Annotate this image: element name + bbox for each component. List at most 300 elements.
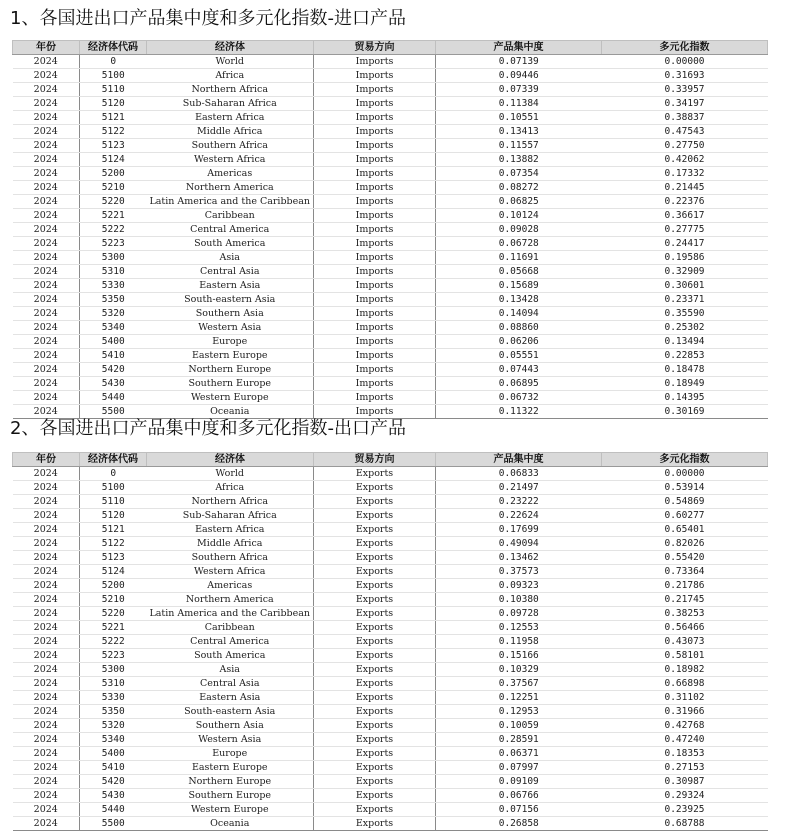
- cell-year: 2024: [13, 363, 80, 377]
- cell-product-concentration: 0.11557: [436, 139, 602, 153]
- table-row: [13, 307, 768, 321]
- cell-economy-code: 5400: [80, 335, 147, 349]
- cell-diversification-index: 0.31102: [602, 691, 768, 705]
- cell-trade-direction: Exports: [314, 691, 436, 705]
- cell-diversification-index: 0.42768: [602, 719, 768, 733]
- table-row: [13, 153, 768, 167]
- cell-economy-code: 5410: [80, 349, 147, 363]
- table-row: [13, 321, 768, 335]
- cell-diversification-index: 0.33957: [602, 83, 768, 97]
- cell-economy: Eastern Africa: [147, 523, 314, 537]
- cell-economy-code: 5210: [80, 593, 147, 607]
- cell-year: 2024: [13, 111, 80, 125]
- cell-product-concentration: 0.13462: [436, 551, 602, 565]
- cell-product-concentration: 0.07443: [436, 363, 602, 377]
- cell-economy-code: 5300: [80, 251, 147, 265]
- cell-product-concentration: 0.06895: [436, 377, 602, 391]
- cell-economy: Eastern Asia: [147, 691, 314, 705]
- header-economy-code: 经济体代码: [80, 453, 147, 467]
- cell-economy-code: 5430: [80, 789, 147, 803]
- cell-economy: Eastern Africa: [147, 111, 314, 125]
- cell-product-concentration: 0.06728: [436, 237, 602, 251]
- cell-economy: Western Africa: [147, 153, 314, 167]
- cell-economy: World: [147, 55, 314, 69]
- cell-trade-direction: Imports: [314, 405, 436, 419]
- cell-diversification-index: 0.18478: [602, 363, 768, 377]
- cell-economy-code: 5500: [80, 817, 147, 831]
- cell-product-concentration: 0.12251: [436, 691, 602, 705]
- cell-year: 2024: [13, 265, 80, 279]
- cell-year: 2024: [13, 251, 80, 265]
- cell-diversification-index: 0.55420: [602, 551, 768, 565]
- table-row: [13, 279, 768, 293]
- cell-product-concentration: 0.07156: [436, 803, 602, 817]
- header-year: 年份: [13, 453, 80, 467]
- table-row: [13, 251, 768, 265]
- cell-economy-code: 5121: [80, 111, 147, 125]
- cell-economy-code: 5220: [80, 195, 147, 209]
- cell-trade-direction: Imports: [314, 349, 436, 363]
- section-2-title: 2、各国进出口产品集中度和多元化指数-出口产品: [10, 418, 406, 439]
- cell-diversification-index: 0.73364: [602, 565, 768, 579]
- cell-diversification-index: 0.30987: [602, 775, 768, 789]
- cell-product-concentration: 0.10329: [436, 663, 602, 677]
- cell-trade-direction: Imports: [314, 279, 436, 293]
- cell-trade-direction: Exports: [314, 789, 436, 803]
- cell-economy-code: 5123: [80, 139, 147, 153]
- table-row: [13, 593, 768, 607]
- cell-diversification-index: 0.21445: [602, 181, 768, 195]
- cell-trade-direction: Imports: [314, 195, 436, 209]
- header-trade-direction: 贸易方向: [314, 41, 436, 55]
- cell-year: 2024: [13, 125, 80, 139]
- cell-year: 2024: [13, 495, 80, 509]
- cell-product-concentration: 0.26858: [436, 817, 602, 831]
- cell-year: 2024: [13, 97, 80, 111]
- cell-economy: Asia: [147, 251, 314, 265]
- cell-economy: Northern Europe: [147, 775, 314, 789]
- table-row: [13, 761, 768, 775]
- cell-product-concentration: 0.10380: [436, 593, 602, 607]
- cell-product-concentration: 0.15689: [436, 279, 602, 293]
- cell-trade-direction: Imports: [314, 377, 436, 391]
- cell-year: 2024: [13, 223, 80, 237]
- cell-economy-code: 5120: [80, 509, 147, 523]
- cell-economy: Eastern Europe: [147, 349, 314, 363]
- table-row: [13, 621, 768, 635]
- table-row: [13, 649, 768, 663]
- cell-economy-code: 0: [80, 55, 147, 69]
- header-product-concentration: 产品集中度: [436, 41, 602, 55]
- cell-trade-direction: Exports: [314, 551, 436, 565]
- cell-year: 2024: [13, 321, 80, 335]
- table-row: [13, 817, 768, 831]
- cell-diversification-index: 0.22376: [602, 195, 768, 209]
- cell-year: 2024: [13, 677, 80, 691]
- cell-diversification-index: 0.56466: [602, 621, 768, 635]
- cell-product-concentration: 0.06732: [436, 391, 602, 405]
- cell-trade-direction: Imports: [314, 223, 436, 237]
- cell-diversification-index: 0.14395: [602, 391, 768, 405]
- cell-economy: Northern America: [147, 181, 314, 195]
- cell-year: 2024: [13, 803, 80, 817]
- cell-trade-direction: Exports: [314, 747, 436, 761]
- cell-economy-code: 5124: [80, 153, 147, 167]
- cell-diversification-index: 0.00000: [602, 55, 768, 69]
- cell-trade-direction: Exports: [314, 719, 436, 733]
- cell-trade-direction: Exports: [314, 607, 436, 621]
- table-row: [13, 677, 768, 691]
- cell-economy-code: 5221: [80, 209, 147, 223]
- cell-trade-direction: Exports: [314, 649, 436, 663]
- cell-product-concentration: 0.12553: [436, 621, 602, 635]
- cell-diversification-index: 0.47240: [602, 733, 768, 747]
- header-row: [13, 453, 768, 467]
- cell-diversification-index: 0.23371: [602, 293, 768, 307]
- table-row: [13, 733, 768, 747]
- header-trade-direction: 贸易方向: [314, 453, 436, 467]
- cell-year: 2024: [13, 391, 80, 405]
- cell-economy-code: 5320: [80, 307, 147, 321]
- cell-year: 2024: [13, 467, 80, 481]
- table-row: [13, 663, 768, 677]
- table-row: [13, 523, 768, 537]
- cell-year: 2024: [13, 817, 80, 831]
- cell-trade-direction: Imports: [314, 321, 436, 335]
- cell-diversification-index: 0.53914: [602, 481, 768, 495]
- cell-economy: Northern America: [147, 593, 314, 607]
- cell-product-concentration: 0.21497: [436, 481, 602, 495]
- cell-economy-code: 5440: [80, 803, 147, 817]
- cell-economy-code: 5400: [80, 747, 147, 761]
- cell-year: 2024: [13, 551, 80, 565]
- cell-economy: Eastern Asia: [147, 279, 314, 293]
- cell-economy-code: 5200: [80, 579, 147, 593]
- cell-product-concentration: 0.07139: [436, 55, 602, 69]
- cell-diversification-index: 0.60277: [602, 509, 768, 523]
- cell-product-concentration: 0.12953: [436, 705, 602, 719]
- cell-product-concentration: 0.10124: [436, 209, 602, 223]
- cell-economy: Caribbean: [147, 209, 314, 223]
- cell-year: 2024: [13, 747, 80, 761]
- cell-diversification-index: 0.42062: [602, 153, 768, 167]
- cell-economy: Southern Europe: [147, 377, 314, 391]
- cell-trade-direction: Exports: [314, 565, 436, 579]
- cell-economy-code: 5122: [80, 125, 147, 139]
- cell-product-concentration: 0.06825: [436, 195, 602, 209]
- cell-economy: Northern Africa: [147, 83, 314, 97]
- cell-product-concentration: 0.22624: [436, 509, 602, 523]
- cell-trade-direction: Exports: [314, 635, 436, 649]
- cell-year: 2024: [13, 181, 80, 195]
- cell-economy-code: 5122: [80, 537, 147, 551]
- table-row: [13, 551, 768, 565]
- table-row: [13, 607, 768, 621]
- cell-economy: Sub-Saharan Africa: [147, 97, 314, 111]
- cell-diversification-index: 0.25302: [602, 321, 768, 335]
- cell-economy: Middle Africa: [147, 125, 314, 139]
- cell-year: 2024: [13, 279, 80, 293]
- cell-year: 2024: [13, 237, 80, 251]
- cell-product-concentration: 0.10551: [436, 111, 602, 125]
- cell-diversification-index: 0.43073: [602, 635, 768, 649]
- cell-year: 2024: [13, 307, 80, 321]
- cell-diversification-index: 0.38253: [602, 607, 768, 621]
- cell-product-concentration: 0.11958: [436, 635, 602, 649]
- cell-year: 2024: [13, 789, 80, 803]
- table-row: [13, 747, 768, 761]
- cell-economy-code: 5110: [80, 83, 147, 97]
- cell-economy: Southern Africa: [147, 139, 314, 153]
- cell-economy-code: 5223: [80, 237, 147, 251]
- cell-economy: World: [147, 467, 314, 481]
- cell-diversification-index: 0.17332: [602, 167, 768, 181]
- cell-economy-code: 0: [80, 467, 147, 481]
- cell-economy: Eastern Europe: [147, 761, 314, 775]
- cell-trade-direction: Exports: [314, 495, 436, 509]
- cell-economy: Oceania: [147, 405, 314, 419]
- cell-economy: Americas: [147, 579, 314, 593]
- cell-trade-direction: Imports: [314, 139, 436, 153]
- table-row: [13, 293, 768, 307]
- cell-economy-code: 5100: [80, 481, 147, 495]
- cell-year: 2024: [13, 349, 80, 363]
- cell-trade-direction: Exports: [314, 705, 436, 719]
- cell-product-concentration: 0.11691: [436, 251, 602, 265]
- cell-product-concentration: 0.11322: [436, 405, 602, 419]
- cell-diversification-index: 0.54869: [602, 495, 768, 509]
- cell-product-concentration: 0.28591: [436, 733, 602, 747]
- cell-product-concentration: 0.08272: [436, 181, 602, 195]
- table-row: [13, 363, 768, 377]
- cell-trade-direction: Imports: [314, 55, 436, 69]
- cell-product-concentration: 0.37567: [436, 677, 602, 691]
- cell-year: 2024: [13, 635, 80, 649]
- table-row: [13, 579, 768, 593]
- table-row: [13, 481, 768, 495]
- cell-economy-code: 5200: [80, 167, 147, 181]
- cell-diversification-index: 0.31693: [602, 69, 768, 83]
- cell-economy-code: 5120: [80, 97, 147, 111]
- cell-economy: South America: [147, 237, 314, 251]
- cell-economy: Central America: [147, 635, 314, 649]
- cell-year: 2024: [13, 55, 80, 69]
- cell-year: 2024: [13, 83, 80, 97]
- cell-trade-direction: Imports: [314, 83, 436, 97]
- cell-trade-direction: Exports: [314, 663, 436, 677]
- cell-year: 2024: [13, 593, 80, 607]
- cell-diversification-index: 0.18949: [602, 377, 768, 391]
- cell-year: 2024: [13, 733, 80, 747]
- cell-year: 2024: [13, 335, 80, 349]
- table-row: [13, 83, 768, 97]
- cell-trade-direction: Imports: [314, 209, 436, 223]
- cell-year: 2024: [13, 705, 80, 719]
- cell-product-concentration: 0.05668: [436, 265, 602, 279]
- cell-trade-direction: Exports: [314, 467, 436, 481]
- cell-diversification-index: 0.00000: [602, 467, 768, 481]
- cell-product-concentration: 0.09728: [436, 607, 602, 621]
- cell-trade-direction: Exports: [314, 523, 436, 537]
- cell-year: 2024: [13, 649, 80, 663]
- table-row: [13, 705, 768, 719]
- cell-diversification-index: 0.47543: [602, 125, 768, 139]
- cell-trade-direction: Exports: [314, 537, 436, 551]
- cell-economy: Central Asia: [147, 265, 314, 279]
- cell-economy: Western Africa: [147, 565, 314, 579]
- table-row: [13, 775, 768, 789]
- cell-economy-code: 5100: [80, 69, 147, 83]
- imports-table: [12, 40, 768, 419]
- cell-trade-direction: Imports: [314, 125, 436, 139]
- cell-trade-direction: Exports: [314, 481, 436, 495]
- cell-economy-code: 5310: [80, 677, 147, 691]
- cell-trade-direction: Imports: [314, 251, 436, 265]
- cell-trade-direction: Exports: [314, 579, 436, 593]
- table-row: [13, 265, 768, 279]
- header-diversification-index: 多元化指数: [602, 41, 768, 55]
- cell-diversification-index: 0.82026: [602, 537, 768, 551]
- cell-economy: Latin America and the Caribbean: [147, 195, 314, 209]
- cell-diversification-index: 0.18982: [602, 663, 768, 677]
- cell-economy-code: 5210: [80, 181, 147, 195]
- cell-year: 2024: [13, 565, 80, 579]
- cell-diversification-index: 0.27775: [602, 223, 768, 237]
- table-row: [13, 635, 768, 649]
- cell-diversification-index: 0.19586: [602, 251, 768, 265]
- cell-trade-direction: Imports: [314, 335, 436, 349]
- cell-trade-direction: Imports: [314, 181, 436, 195]
- cell-product-concentration: 0.06833: [436, 467, 602, 481]
- cell-economy: Africa: [147, 481, 314, 495]
- cell-product-concentration: 0.13882: [436, 153, 602, 167]
- cell-economy: Europe: [147, 335, 314, 349]
- table-row: [13, 181, 768, 195]
- cell-economy-code: 5320: [80, 719, 147, 733]
- cell-year: 2024: [13, 663, 80, 677]
- cell-trade-direction: Imports: [314, 391, 436, 405]
- cell-year: 2024: [13, 775, 80, 789]
- cell-diversification-index: 0.32909: [602, 265, 768, 279]
- cell-economy-code: 5500: [80, 405, 147, 419]
- cell-economy-code: 5221: [80, 621, 147, 635]
- table-row: [13, 789, 768, 803]
- cell-product-concentration: 0.05551: [436, 349, 602, 363]
- cell-economy-code: 5420: [80, 775, 147, 789]
- cell-diversification-index: 0.21786: [602, 579, 768, 593]
- cell-economy-code: 5300: [80, 663, 147, 677]
- cell-diversification-index: 0.23925: [602, 803, 768, 817]
- header-row: [13, 41, 768, 55]
- cell-economy: Southern Africa: [147, 551, 314, 565]
- cell-trade-direction: Imports: [314, 307, 436, 321]
- cell-economy: South-eastern Asia: [147, 705, 314, 719]
- header-diversification-index: 多元化指数: [602, 453, 768, 467]
- cell-product-concentration: 0.10059: [436, 719, 602, 733]
- table-row: [13, 209, 768, 223]
- cell-diversification-index: 0.21745: [602, 593, 768, 607]
- cell-diversification-index: 0.27153: [602, 761, 768, 775]
- table-row: [13, 69, 768, 83]
- cell-economy-code: 5223: [80, 649, 147, 663]
- cell-year: 2024: [13, 377, 80, 391]
- cell-economy: South America: [147, 649, 314, 663]
- cell-trade-direction: Exports: [314, 817, 436, 831]
- cell-economy-code: 5410: [80, 761, 147, 775]
- cell-economy-code: 5110: [80, 495, 147, 509]
- cell-trade-direction: Exports: [314, 733, 436, 747]
- table-row: [13, 111, 768, 125]
- cell-economy: Western Asia: [147, 321, 314, 335]
- cell-trade-direction: Imports: [314, 153, 436, 167]
- cell-year: 2024: [13, 537, 80, 551]
- cell-economy-code: 5123: [80, 551, 147, 565]
- cell-product-concentration: 0.14094: [436, 307, 602, 321]
- table-row: [13, 167, 768, 181]
- table-row: [13, 537, 768, 551]
- cell-trade-direction: Imports: [314, 293, 436, 307]
- cell-economy-code: 5340: [80, 321, 147, 335]
- section-1-title: 1、各国进出口产品集中度和多元化指数-进口产品: [10, 8, 406, 29]
- table-row: [13, 97, 768, 111]
- cell-year: 2024: [13, 209, 80, 223]
- cell-diversification-index: 0.66898: [602, 677, 768, 691]
- header-year: 年份: [13, 41, 80, 55]
- cell-trade-direction: Imports: [314, 69, 436, 83]
- table-row: [13, 691, 768, 705]
- cell-economy: Europe: [147, 747, 314, 761]
- cell-year: 2024: [13, 607, 80, 621]
- table-row: [13, 565, 768, 579]
- cell-trade-direction: Imports: [314, 237, 436, 251]
- cell-economy-code: 5350: [80, 293, 147, 307]
- cell-year: 2024: [13, 579, 80, 593]
- cell-economy-code: 5330: [80, 279, 147, 293]
- cell-year: 2024: [13, 69, 80, 83]
- cell-diversification-index: 0.22853: [602, 349, 768, 363]
- cell-product-concentration: 0.13413: [436, 125, 602, 139]
- cell-product-concentration: 0.15166: [436, 649, 602, 663]
- cell-product-concentration: 0.49094: [436, 537, 602, 551]
- cell-economy: Middle Africa: [147, 537, 314, 551]
- cell-trade-direction: Exports: [314, 621, 436, 635]
- cell-economy: Asia: [147, 663, 314, 677]
- cell-diversification-index: 0.13494: [602, 335, 768, 349]
- table-row: [13, 223, 768, 237]
- cell-economy: Southern Asia: [147, 307, 314, 321]
- cell-diversification-index: 0.18353: [602, 747, 768, 761]
- cell-product-concentration: 0.07997: [436, 761, 602, 775]
- cell-trade-direction: Imports: [314, 167, 436, 181]
- cell-economy-code: 5222: [80, 223, 147, 237]
- cell-trade-direction: Imports: [314, 265, 436, 279]
- cell-trade-direction: Exports: [314, 677, 436, 691]
- cell-economy: Northern Africa: [147, 495, 314, 509]
- table-row: [13, 335, 768, 349]
- cell-product-concentration: 0.11384: [436, 97, 602, 111]
- cell-diversification-index: 0.30601: [602, 279, 768, 293]
- cell-economy: Western Europe: [147, 803, 314, 817]
- cell-product-concentration: 0.17699: [436, 523, 602, 537]
- cell-economy: Oceania: [147, 817, 314, 831]
- table-row: [13, 391, 768, 405]
- cell-year: 2024: [13, 523, 80, 537]
- cell-year: 2024: [13, 719, 80, 733]
- table-row: [13, 55, 768, 69]
- cell-year: 2024: [13, 509, 80, 523]
- header-economy: 经济体: [147, 453, 314, 467]
- cell-product-concentration: 0.13428: [436, 293, 602, 307]
